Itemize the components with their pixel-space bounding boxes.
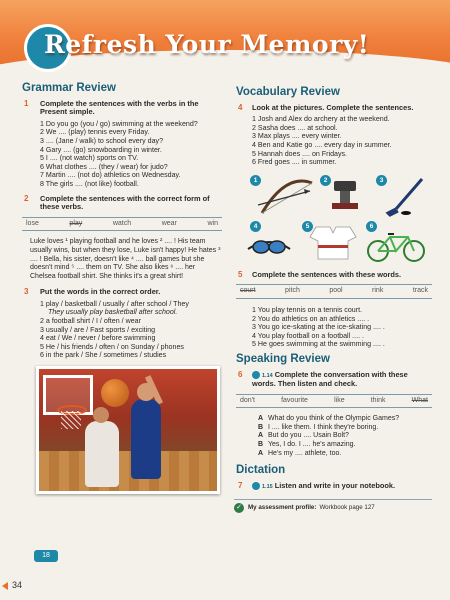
exercise-number: 1 <box>24 98 29 108</box>
word: rink <box>372 287 384 295</box>
hockey-stick-icon <box>384 177 428 217</box>
speaking-review-heading: Speaking Review <box>236 352 330 365</box>
exercise-5-items <box>236 306 432 349</box>
speaker: A <box>258 415 264 423</box>
list-item: 5 He / his friends / often / on Sunday / phones <box>40 342 184 351</box>
court-floor <box>39 451 217 491</box>
exercise-4 <box>236 104 432 113</box>
list-item: 1 Do you go (you / go) swimming at the weekend? <box>40 119 198 128</box>
exercise-number: 7 <box>238 480 243 490</box>
exercise-1 <box>22 100 222 117</box>
word: like <box>334 396 345 404</box>
line-text: Yes, I do. I .... he's amazing. <box>268 441 356 449</box>
player-head <box>137 383 155 401</box>
dialog-line <box>258 424 432 433</box>
exercise-2 <box>22 195 222 212</box>
exercise-instruction <box>252 371 432 389</box>
player-blue <box>131 399 161 479</box>
exercise-number: 6 <box>238 369 243 379</box>
list-item: 3 You go ice-skating at the ice-skating .... . <box>252 323 385 332</box>
basketball-icon <box>101 379 129 407</box>
dialog-line <box>258 415 432 424</box>
basketball-photo <box>36 366 220 494</box>
instruction-text: Complete the conversation with these words. Then listen and check. <box>252 369 408 389</box>
speaker: A <box>258 449 264 457</box>
line-text: What do you think of the Olympic Games? <box>268 415 400 423</box>
exercise-1-items <box>22 120 222 189</box>
example-answer: They usually play basketball after school. <box>48 308 178 317</box>
list-item: 2 You do athletics on an athletics .... . <box>252 314 370 323</box>
player-white <box>85 421 119 487</box>
list-item: 3 usually / are / Fast sports / exciting <box>40 325 156 334</box>
picture-number: 4 <box>250 221 261 232</box>
list-item: 1 You play tennis on a tennis court. <box>252 305 363 314</box>
list-item: 5 I .... (not watch) sports on TV. <box>40 154 139 163</box>
grammar-review-heading: Grammar Review <box>22 82 116 94</box>
exercise-7 <box>236 482 432 492</box>
exercise-number: 5 <box>238 269 243 279</box>
list-item: 1 Josh and Alex do archery at the weekend. <box>252 115 390 124</box>
word: track <box>412 287 428 295</box>
list-item: 5 He goes swimming at the swimming .... . <box>252 340 385 349</box>
exercise-instruction: Look at the pictures. Complete the sentences. <box>252 102 414 112</box>
word: favourite <box>281 396 308 404</box>
dialog-line <box>258 441 432 450</box>
dialog-line <box>258 450 432 459</box>
exercise-4-items <box>236 115 432 167</box>
bow-and-arrow-icon <box>256 177 316 217</box>
page-arrow-icon <box>2 582 8 590</box>
list-item: 8 The girls .... (not like) football. <box>40 179 139 188</box>
word-box <box>236 284 432 299</box>
list-item: 6 in the park / She / sometimes / studies <box>40 351 167 360</box>
list-item: 6 Fred goes .... in summer. <box>252 158 337 167</box>
unit-tag: 18 <box>34 550 58 562</box>
list-item: 6 What clothes .... (they / wear) for judo? <box>40 162 168 171</box>
line-text: I .... like them. I think they're boring. <box>268 423 379 431</box>
assessment-ref: Workbook page 127 <box>319 504 375 512</box>
speaker: B <box>258 441 264 449</box>
assessment-label: My assessment profile: <box>248 504 317 512</box>
list-item: 4 Gary .... (go) snowboarding in winter. <box>40 145 162 154</box>
picture-number: 5 <box>302 221 313 232</box>
speaker: B <box>258 423 264 431</box>
dialog-line <box>258 432 432 441</box>
word-example: play <box>69 219 83 227</box>
list-item: 7 Martin .... (not do) athletics on Wednesday. <box>40 171 181 180</box>
audio-icon[interactable] <box>252 371 260 379</box>
exercise-3-items <box>22 300 222 360</box>
word: lose <box>26 219 39 227</box>
page-number: 34 <box>12 580 23 590</box>
exercise-instruction <box>252 482 432 492</box>
list-item: 5 Hannah does .... on Fridays. <box>252 149 348 158</box>
exercise-instruction: Complete the sentences with the verbs in the Present simple. <box>40 98 199 117</box>
list-item: 2 We .... (play) tennis every Friday. <box>40 128 150 137</box>
left-column <box>22 84 222 494</box>
picture-number: 6 <box>366 221 377 232</box>
exercise-instruction: Complete the sentences with the correct form of these verbs. <box>40 193 210 212</box>
list-item: 1 play / basketball / usually / after school / They <box>40 299 189 308</box>
list-item: 4 You play football on a football .... . <box>252 331 365 340</box>
exercise-number: 2 <box>24 193 29 203</box>
dictation-heading: Dictation <box>236 464 286 477</box>
picture-number: 1 <box>250 175 261 186</box>
word-example: What <box>411 396 428 404</box>
word-example: court <box>240 287 256 295</box>
exercise-instruction: Complete the sentences with these words. <box>252 269 402 279</box>
conversation <box>258 415 432 458</box>
goggles-icon <box>246 231 292 259</box>
word-box <box>22 217 222 232</box>
audio-track: 1.15 <box>262 483 273 490</box>
list-item: 3 .... (Jane / walk) to school every day? <box>40 136 164 145</box>
line-text: But do you .... Usain Bolt? <box>268 432 349 440</box>
exercise-6 <box>236 371 432 389</box>
judo-suit-icon <box>308 223 358 263</box>
line-text: He's my .... athlete, too. <box>268 449 342 457</box>
anvil-icon <box>330 179 360 213</box>
audio-track: 1.14 <box>262 372 273 379</box>
right-column <box>236 88 432 513</box>
word: pool <box>329 287 343 295</box>
exercise-number: 3 <box>24 287 29 297</box>
picture-number: 2 <box>320 175 331 186</box>
word: don't <box>240 396 255 404</box>
word: win <box>207 219 218 227</box>
word-box <box>236 394 432 409</box>
word: wear <box>161 219 177 227</box>
list-item: 2 Sasha does .... at school. <box>252 123 338 132</box>
gap-fill-paragraph: Luke loves ¹ playing football and he loves ² .... ! His team usually wins, but when they lose, Luke isn't happy! He hates ³ .... ! Bella, his sister, doesn't like ⁴ .... ball games but she doesn't mind ⁵ .... them on TV. She also likes ⁶ .... her Chelsea football shirt. She thinks it's a great shirt! <box>30 238 221 280</box>
sports-pictures <box>236 173 432 263</box>
list-item: 4 Ben and Katie go .... every day in summer. <box>252 140 392 149</box>
list-item: 2 a football shirt / I / often / wear <box>40 317 141 326</box>
bicycle-icon <box>364 231 428 263</box>
speaker: A <box>258 432 264 440</box>
checkmark-icon: ✓ <box>234 503 244 513</box>
word: watch <box>112 219 132 227</box>
picture-number: 3 <box>376 175 387 186</box>
exercise-instruction: Put the words in the correct order. <box>40 287 161 297</box>
exercise-3 <box>22 288 222 297</box>
vocabulary-review-heading: Vocabulary Review <box>236 86 340 98</box>
exercise-5 <box>236 271 432 280</box>
audio-icon[interactable] <box>252 482 260 490</box>
assessment-profile <box>234 499 432 513</box>
page-title: Refresh Your Memory! <box>44 30 370 59</box>
list-item: 4 eat / We / never / before swimming <box>40 334 156 343</box>
instruction-text: Listen and write in your notebook. <box>274 480 396 490</box>
net <box>61 411 81 429</box>
word: think <box>370 396 386 404</box>
exercise-number: 4 <box>238 102 243 112</box>
list-item: 3 Max plays .... every winter. <box>252 132 342 141</box>
player-head <box>93 407 109 423</box>
word: pitch <box>285 287 300 295</box>
